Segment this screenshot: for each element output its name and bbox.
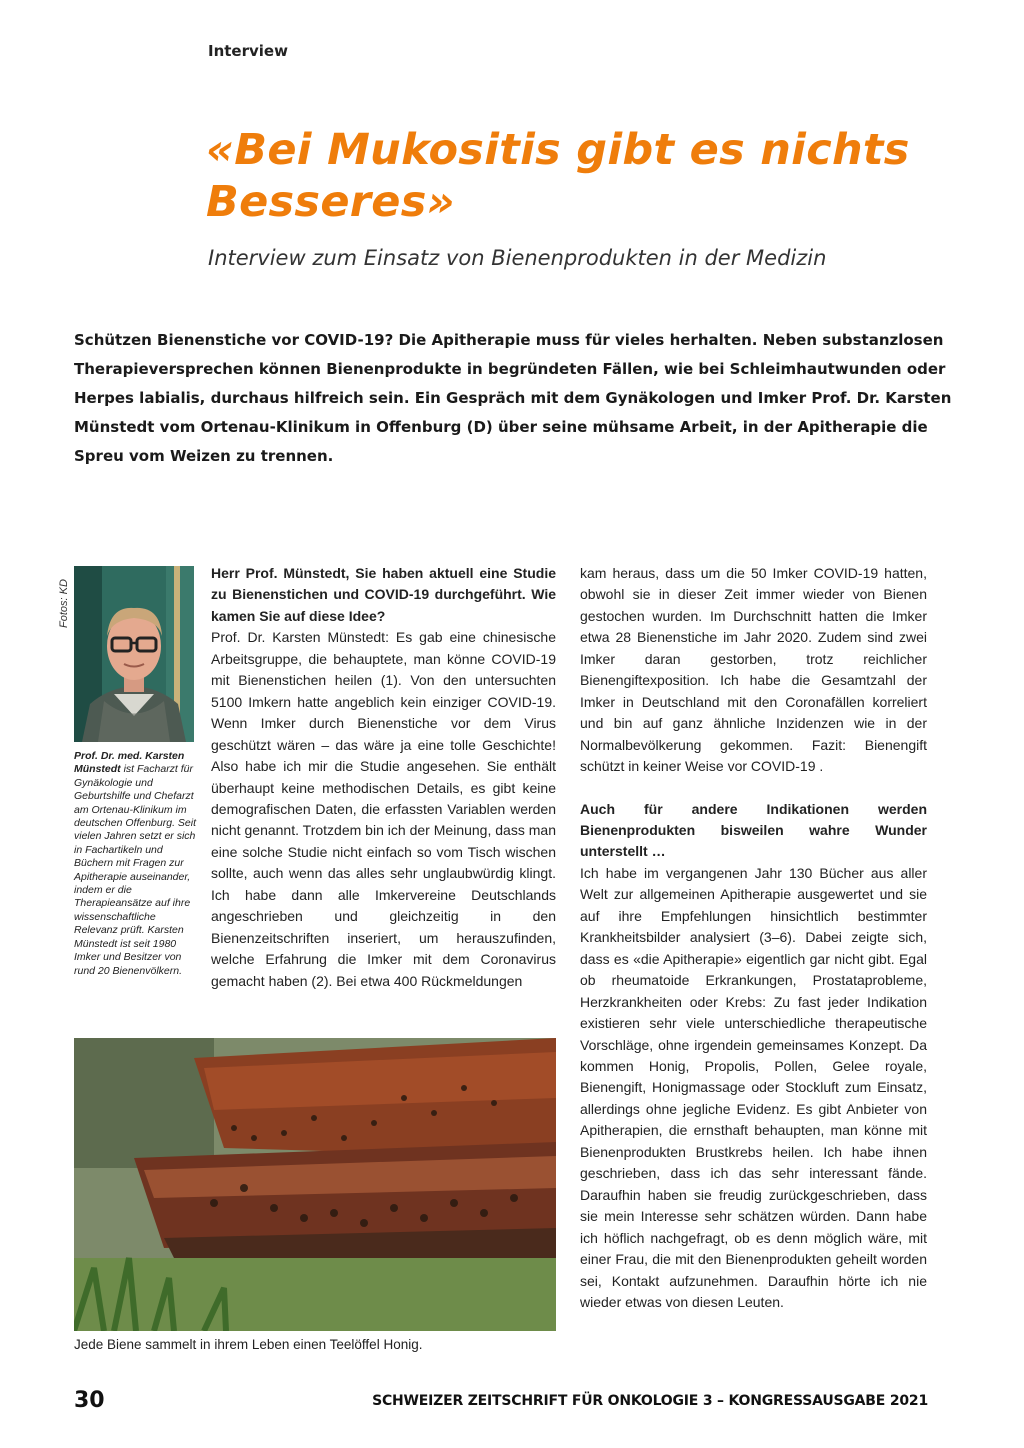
beehive-caption: Jede Biene sammelt in ihrem Leben einen Teelöffel Honig. <box>74 1337 423 1352</box>
column-1 <box>211 563 556 992</box>
portrait-caption-text: ist Facharzt für Gynäkologie und Geburtshilfe und Chefarzt am Ortenau-Klinikum im deutschen Offenburg. Seit vielen Jahren setzt er sich in Fachartikeln und Büchern mit Fragen zur Apitherapie auseinander, indem er die Therapieansätze auf ihre wissenschaftliche Relevanz prüft. Karsten Münstedt ist seit 1980 Imker und Besitzer von rund 20 Bienenvölkern. <box>74 763 196 977</box>
beehive-photo <box>74 1038 556 1331</box>
answer-1-continued: kam heraus, dass um die 50 Imker COVID-19 hatten, obwohl sie in dieser Zeit immer wieder von Bienen gestochen wurden. Im Durchschnitt hatten die Imker etwa 28 Bienenstiche im Jahr 2020. Zudem sind zwei Imker daran gestorben, trotz reichlicher Bienengiftexposition. Ich habe die Gesamtzahl der Imker in Deutschland mit den Coronafällen korreliert und bin auf ganz ähnliche Inzidenzen wie in der Normalbevölkerung gekommen. Fazit: Bienengift schützt in keiner Weise vor COVID-19 . <box>580 565 927 775</box>
portrait-image <box>74 566 194 742</box>
portrait-photo <box>74 566 194 742</box>
column-2 <box>580 563 927 1313</box>
answer-2: Ich habe im vergangenen Jahr 130 Bücher aus aller Welt zur allgemeinen Apitherapie ausgewertet und sie auf ihre Empfehlungen hinsichtlich bestimmter Krankheitsbilder analysiert (3–6). Dabei zeigte sich, dass es «die Apitherapie» eigentlich gar nicht gibt. Egal ob rheumatoide Erkrankungen, Prostataprobleme, Herzkrankheiten oder Krebs: Zu fast jeder Indikation existieren sehr viele unterschiedliche therapeutische Vorschläge, ohne irgendein gemeinsames Konzept. Da kommen Honig, Propolis, Pollen, Gelee royale, Bienengift, Honigmassage oder Stockluft zum Einsatz, allerdings ohne jegliche Evidenz. Es gibt Anbieter von Apitherapien, die ernsthaft behaupten, man könne mit Bienenprodukten Brustkrebs heilen. Ich habe ihnen geschrieben, dass ich das sehr interessant fände. Daraufhin haben sie freudig zurückgeschrieben, dass sie mein Interesse sehr schätzen würden. Dann habe ich höflich nachgefragt, ob es denn möglich wäre, mit einer Frau, die mit den Bienenprodukten geheilt worden sei, Kontakt aufzunehmen. Daraufhin hörte ich nie wieder etwas von diesen Leuten. <box>580 864 927 1310</box>
portrait-caption <box>74 750 198 978</box>
section-label: Interview <box>208 42 288 60</box>
paragraph-gap <box>580 778 927 799</box>
page-number: 30 <box>74 1388 105 1413</box>
question-1: Herr Prof. Münstedt, Sie haben aktuell eine Studie zu Bienenstichen und COVID-19 durchgeführt. Wie kamen Sie auf diese Idee? <box>211 565 556 624</box>
photo-credit: Fotos: KD <box>58 579 70 628</box>
journal-footer: SCHWEIZER ZEITSCHRIFT FÜR ONKOLOGIE 3 – KONGRESSAUSGABE 2021 <box>372 1393 928 1409</box>
article-title: «Bei Mukositis gibt es nichts Besseres» <box>206 125 910 227</box>
question-2: Auch für andere Indikationen werden Bienenprodukten bisweilen wahre Wunder unterstellt … <box>580 800 927 860</box>
beehive-image <box>74 1038 556 1331</box>
portrait-caption-name: Prof. Dr. med. Karsten Münstedt <box>74 750 185 776</box>
article-lead: Schützen Bienenstiche vor COVID-19? Die Apitherapie muss für vieles herhalten. Neben substanzlosen Therapieversprechen können Bienenprodukte in begründeten Fällen, wie bei Schleimhautwunden oder Herpes labialis, durchaus hilfreich sein. Ein Gespräch mit dem Gynäkologen und Imker Prof. Dr. Karsten Münstedt vom Ortenau-Klinikum in Offenburg (D) über seine mühsame Arbeit, in der Apitherapie die Spreu vom Weizen zu trennen. <box>74 331 952 465</box>
answer-1: Prof. Dr. Karsten Münstedt: Es gab eine chinesische Arbeitsgruppe, die behauptete, man könne COVID-19 mit Bienenstichen heilen (1). Von den untersuchten 5100 Imkern hatte angeblich kein einziger COVID-19. Wenn Imker durch Bienenstiche vor dem Virus geschützt wären – das wäre ja eine tolle Geschichte! Also habe ich mir die Studie angesehen. Sie enthält überhaupt keine methodischen Details, es gibt keine demografischen Daten, die erfassten Variablen werden nicht genannt. Trotzdem bin ich der Meinung, dass man eine solche Studie nicht einfach so vom Tisch wischen sollte, auch wenn das alles sehr unglaubwürdig klingt. Ich habe dann alle Imkervereine Deutschlands angeschrieben und gleichzeitig in den Bienenzeitschriften inseriert, um herauszufinden, welche Erfahrung die Imker mit dem Coronavirus gemacht haben (2). Bei etwa 400 Rückmeldungen <box>211 629 556 989</box>
article-subtitle: Interview zum Einsatz von Bienenprodukten in der Medizin <box>208 246 827 270</box>
